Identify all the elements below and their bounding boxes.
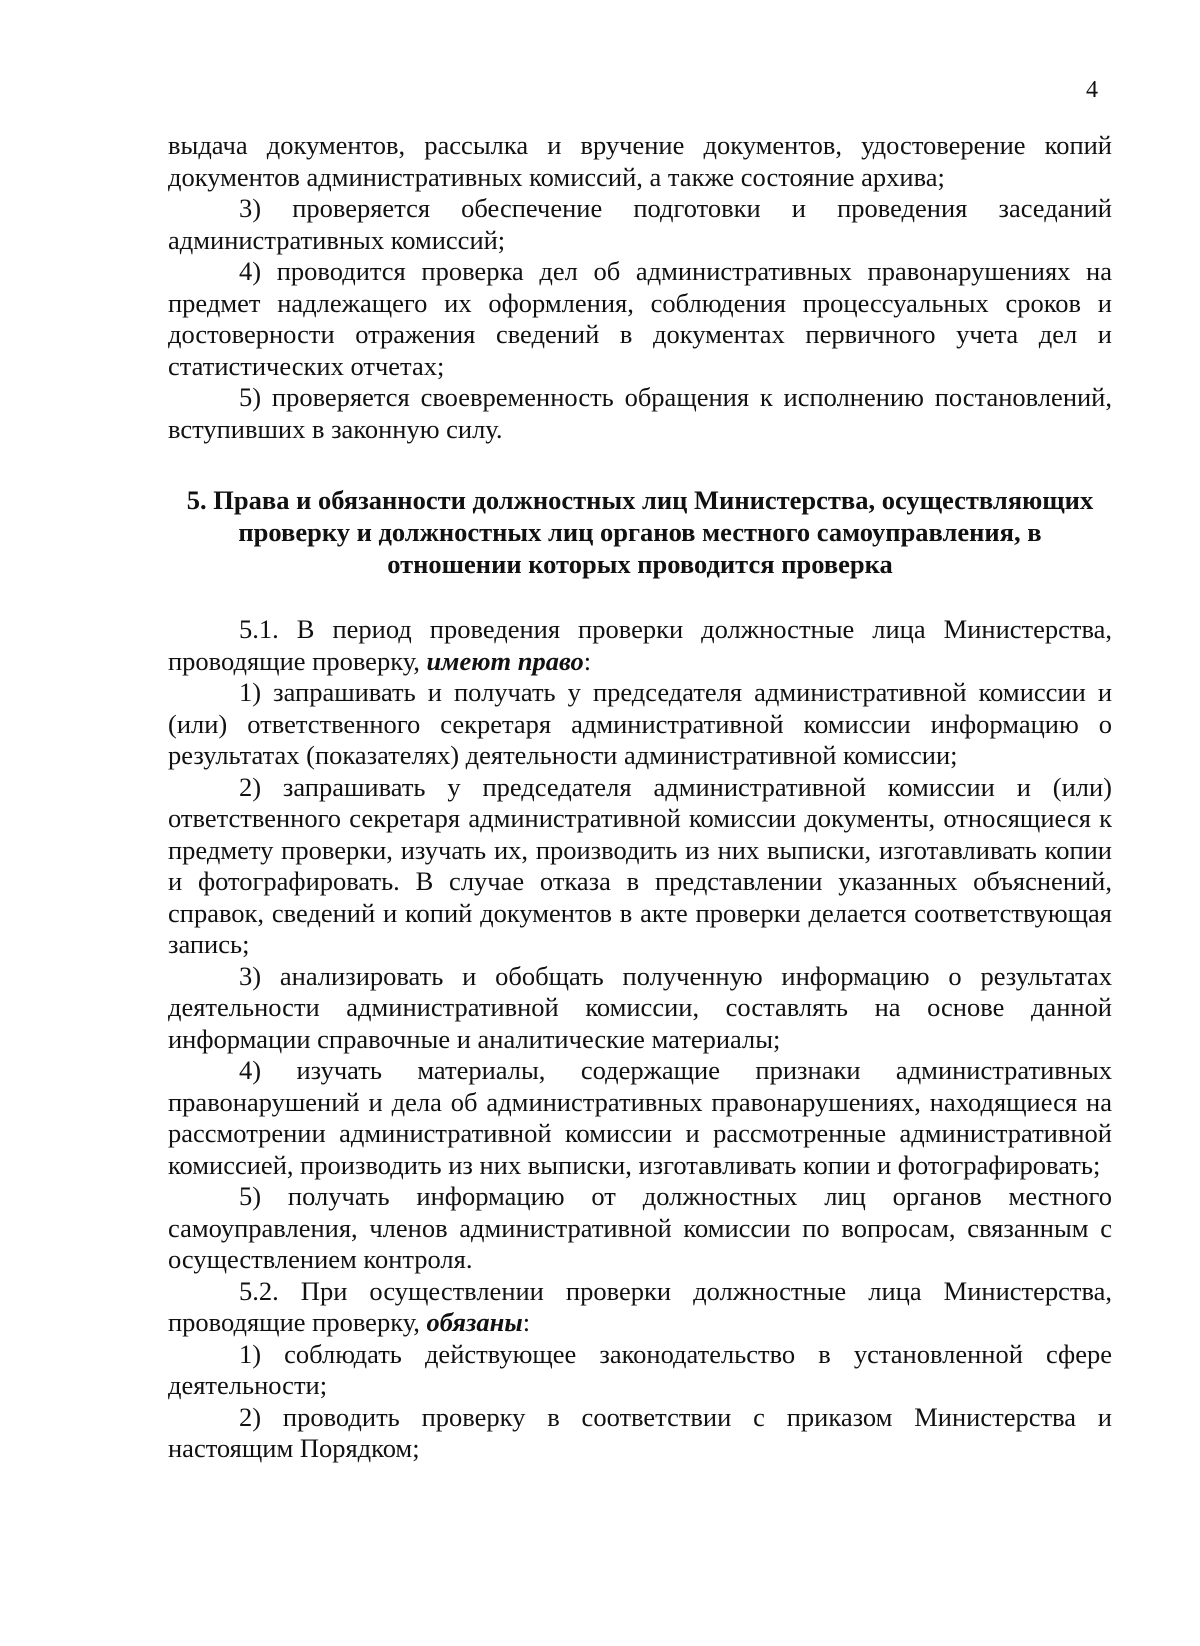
rights-item-1: 1) запрашивать и получать у председателя административной комиссии и (или) ответственного секретаря административной комиссии информацию о результатах (показателях) деятельности административной комиссии; bbox=[168, 677, 1112, 770]
section-heading: 5. Права и обязанности должностных лиц Министерства, осуществляющих проверку и должностных лиц органов местного самоуправления, в отношении которых проводится проверка bbox=[186, 485, 1094, 579]
section-body bbox=[168, 614, 1112, 1465]
top-paragraphs bbox=[168, 130, 1112, 445]
paragraph-continued: выдача документов, рассылка и вручение документов, удостоверение копий документов административных комиссий, а также состояние архива; bbox=[168, 130, 1112, 192]
rights-item-4: 4) изучать материалы, содержащие признаки административных правонарушений и дела об административных правонарушениях, находящиеся на рассмотрении административной комиссии и рассмотренные административной комиссией, производить из них выписки, изготавливать копии и фотографировать; bbox=[168, 1055, 1112, 1180]
clause-5-2-emphasis: обязаны bbox=[426, 1307, 523, 1337]
clause-5-2-prefix: 5.2. При осуществлении проверки должностные лица Министерства, проводящие проверку, bbox=[168, 1275, 1112, 1337]
clause-5-2 bbox=[168, 1276, 1112, 1339]
clause-5-1-emphasis: имеют право bbox=[426, 645, 584, 676]
duties-item-1: 1) соблюдать действующее законодательство в установленной сфере деятельности; bbox=[168, 1338, 1112, 1400]
clause-5-1-suffix: : bbox=[583, 645, 592, 676]
clause-5-2-suffix: : bbox=[522, 1307, 531, 1337]
paragraph-item-5: 5) проверяется своевременность обращения к исполнению постановлений, вступивших в законную силу. bbox=[168, 382, 1112, 444]
rights-item-3: 3) анализировать и обобщать полученную информацию о результатах деятельности административной комиссии, составлять на основе данной информации справочные и аналитические материалы; bbox=[168, 960, 1112, 1054]
paragraph-item-3: 3) проверяется обеспечение подготовки и проведения заседаний административных комиссий; bbox=[168, 193, 1112, 255]
page-number: 4 bbox=[1086, 77, 1098, 103]
paragraph-item-4: 4) проводится проверка дел об административных правонарушениях на предмет надлежащего их оформления, соблюдения процессуальных сроков и достоверности отражения сведений в документах первичного учета дел и статистических отчетах; bbox=[168, 256, 1112, 381]
clause-5-1-prefix: 5.1. В период проведения проверки должностные лица Министерства, проводящие проверку, bbox=[168, 614, 1112, 676]
clause-5-1 bbox=[168, 614, 1112, 677]
duties-item-2: 2) проводить проверку в соответствии с приказом Министерства и настоящим Порядком; bbox=[168, 1401, 1112, 1463]
rights-item-2: 2) запрашивать у председателя административной комиссии и (или) ответственного секретаря административной комиссии документы, относящиеся к предмету проверки, изучать их, производить из них выписки, изготавливать копии и фотографировать. В случае отказа в представлении указанных объяснений, справок, сведений и копий документов в акте проверки делается соответствующая запись; bbox=[168, 771, 1112, 959]
rights-item-5: 5) получать информацию от должностных лиц органов местного самоуправления, членов административной комиссии по вопросам, связанным с осуществлением контроля. bbox=[168, 1181, 1112, 1274]
